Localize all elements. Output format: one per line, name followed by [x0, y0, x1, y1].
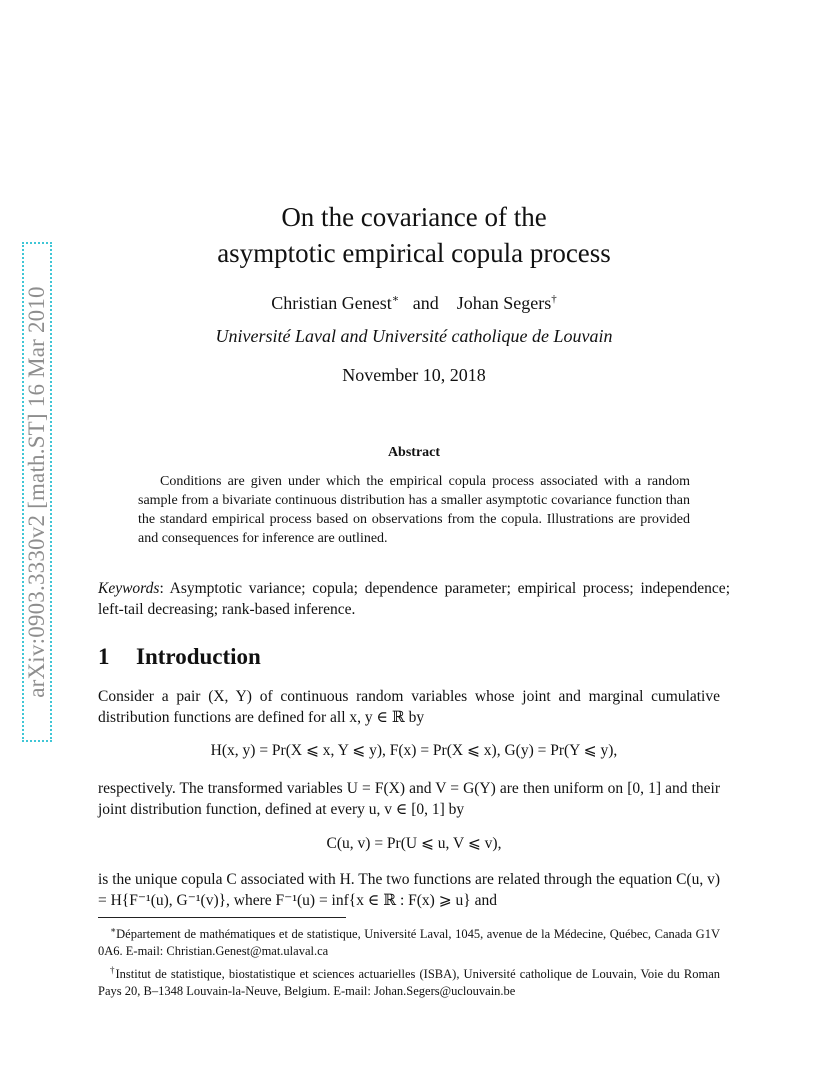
abstract-heading: Abstract: [387, 445, 441, 460]
footnote-1-text: Département de mathématiques et de statistique, Université Laval, 1045, avenue de la Médecine, Québec, Canada G1V 0A6. E-mail: Christian.Genest@mat.ulaval.ca: [98, 927, 720, 959]
author-2-name: Johan Segers: [456, 293, 552, 313]
paper-title-line-1: On the covariance of the: [281, 202, 547, 232]
keywords-paragraph: [98, 578, 730, 620]
paper-date: November 10, 2018: [342, 365, 486, 385]
equation-distribution-functions: H(x, y) = Pr(X ⩽ x, Y ⩽ y), F(x) = Pr(X ⩽ x), G(y) = Pr(Y ⩽ y),: [210, 742, 618, 759]
footnote-1-mark: ∗: [110, 925, 117, 935]
keywords-text: : Asymptotic variance; copula; dependence parameter; empirical process; independence; left-tail decreasing; rank-based inference.: [98, 580, 730, 618]
arxiv-identifier-text: arXiv:0903.3330v2 [math.ST] 16 Mar 2010: [24, 286, 49, 698]
footnote-2-text: Institut de statistique, biostatistique et sciences actuarielles (ISBA), Université catholique de Louvain, Voie du Roman Pays 20, B–1348 Louvain-la-Neuve, Belgium. E-mail: Johan.Segers@uclouvain.be: [98, 967, 720, 999]
author-conjunction: and: [412, 293, 439, 313]
author-1-name: Christian Genest: [271, 293, 392, 313]
section-title: Introduction: [136, 644, 261, 669]
footnotes: [98, 922, 720, 1002]
section-number: 1: [98, 644, 110, 669]
intro-paragraph-1: [98, 686, 720, 728]
arxiv-identifier-stamp: [22, 242, 52, 742]
intro-paragraph-2: [98, 778, 720, 820]
intro-paragraph-3-text: is the unique copula C associated with H. The two functions are related through the equation C(u, v) = H{F⁻¹(u), G⁻¹(v)}, where F⁻¹(u) = inf{x ∈ ℝ : F(x) ⩾ u} and: [98, 871, 720, 909]
intro-paragraph-1-text: Consider a pair (X, Y) of continuous random variables whose joint and marginal cumulative distribution functions are defined for all x, y ∈ ℝ by: [98, 688, 720, 726]
footnote-2-mark: †: [110, 965, 116, 976]
equation-copula: C(u, v) = Pr(U ⩽ u, V ⩽ v),: [326, 835, 502, 852]
footnote-2: [98, 962, 720, 1000]
abstract-body: [138, 472, 690, 548]
footnote-divider: [98, 917, 346, 918]
author-2-footnote-mark: †: [551, 293, 557, 305]
keywords-label: Keywords: [98, 580, 160, 597]
paper-title-line-2: asymptotic empirical copula process: [217, 238, 611, 268]
abstract-text: Conditions are given under which the empirical copula process associated with a random sample from a bivariate continuous distribution has a smaller asymptotic covariance function than the standard empirical process based on observations from the copula. Illustrations are provided and consequences for inference are outlined.: [138, 474, 690, 546]
intro-paragraph-2-text: respectively. The transformed variables U = F(X) and V = G(Y) are then uniform on [0, 1] and their joint distribution function, defined at every u, v ∈ [0, 1] by: [98, 780, 720, 818]
author-list: [0, 292, 828, 314]
author-1-footnote-mark: ∗: [391, 293, 400, 305]
section-heading: [98, 644, 261, 670]
footnote-1: [98, 922, 720, 960]
intro-paragraph-3: [98, 869, 720, 911]
affiliation: Université Laval and Université catholique de Louvain: [215, 326, 613, 346]
